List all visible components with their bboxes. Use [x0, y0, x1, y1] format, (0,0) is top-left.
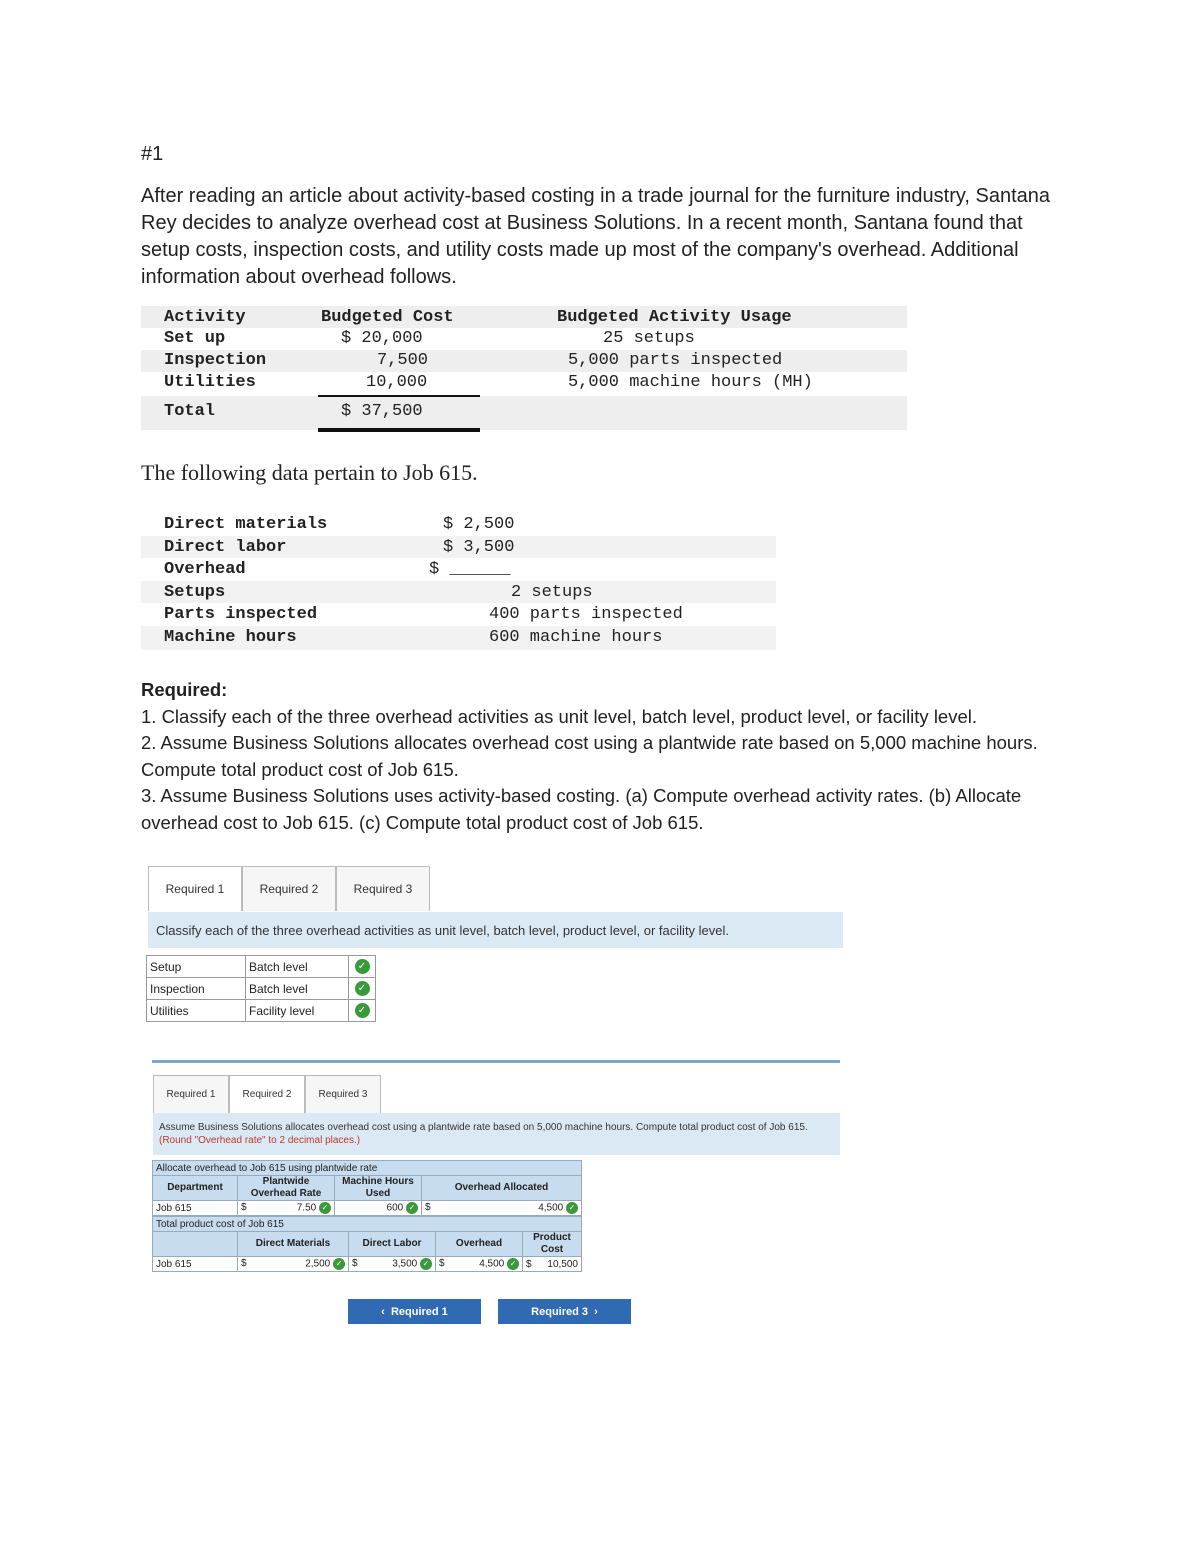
required-item: 3. Assume Business Solutions uses activity-based costing. (a) Compute overhead activity rates. (b) Allocate overhead cost to Job 615. (c) Compute total product cost of Job 615. [141, 785, 1022, 833]
currency: $ [526, 1258, 532, 1270]
row-activity: Inspection [164, 351, 267, 370]
tab-required-1[interactable]: Required 1 [148, 866, 242, 911]
check-icon: ✓ [420, 1258, 432, 1270]
question-number: #1 [141, 143, 164, 165]
total-cost-table [152, 1216, 582, 1272]
status-cell [349, 956, 376, 978]
job-value: 600 machine hours [489, 628, 663, 647]
check-icon: ✓ [566, 1202, 578, 1214]
header-usage: Budgeted Activity Usage [557, 308, 792, 327]
row-cost: 7,500 [377, 351, 429, 370]
dm-value: 2,500 [305, 1258, 331, 1270]
total-cost: $ 37,500 [341, 402, 423, 421]
dl-input[interactable] [349, 1257, 436, 1272]
table-row [153, 1201, 582, 1216]
table-row [147, 956, 376, 978]
tab-required-3[interactable]: Required 3 [336, 866, 430, 911]
job-value: $ 3,500 [443, 538, 515, 557]
classification-table [146, 955, 376, 1022]
job-value: 2 setups [511, 583, 593, 602]
table-row [153, 1257, 582, 1272]
check-icon: ✓ [355, 959, 370, 974]
job-label: Parts inspected [164, 605, 318, 624]
total-title: Total product cost of Job 615 [153, 1217, 582, 1232]
col-header: Direct Materials [238, 1232, 349, 1257]
dl-value: 3,500 [392, 1258, 418, 1270]
check-icon: ✓ [319, 1202, 331, 1214]
header-cost: Budgeted Cost [321, 308, 454, 327]
hours-input[interactable] [335, 1201, 422, 1216]
row-usage: 5,000 parts inspected [568, 351, 783, 370]
job-label: Machine hours [164, 628, 297, 647]
job-value: $ ______ [429, 560, 511, 579]
dm-input[interactable] [238, 1257, 349, 1272]
currency: $ [352, 1258, 358, 1269]
panel-top-border [152, 1060, 840, 1071]
job-label: Overhead [164, 560, 246, 579]
required-item: 2. Assume Business Solutions allocates overhead cost using a plantwide rate based on 5,000 machine hours. Compute total product cost of Job 615. [141, 732, 1038, 780]
row-cost: $ 20,000 [341, 329, 423, 348]
allocated-value: 4,500 [538, 1202, 564, 1214]
rate-value: 7.50 [296, 1202, 317, 1214]
job-value: $ 2,500 [443, 515, 515, 534]
activity-cell: Inspection [147, 978, 246, 1000]
next-button[interactable] [498, 1299, 631, 1324]
status-cell [349, 1000, 376, 1022]
job-label: Direct materials [164, 515, 328, 534]
required-item: 1. Classify each of the three overhead activities as unit level, batch level, product level, or facility level. [141, 705, 978, 727]
next-button-label: Required 3 [531, 1305, 589, 1318]
dept-cell: Job 615 [153, 1257, 238, 1272]
job-value: 400 parts inspected [489, 605, 683, 624]
activity-cell: Utilities [147, 1000, 246, 1022]
tab-required-1[interactable]: Required 1 [153, 1075, 229, 1113]
job-label: Setups [164, 583, 226, 602]
level-select[interactable]: Facility level [246, 1000, 349, 1022]
check-icon: ✓ [355, 981, 370, 996]
currency: $ [439, 1258, 445, 1269]
tab-required-2[interactable]: Required 2 [229, 1075, 305, 1113]
tab-required-2[interactable]: Required 2 [242, 866, 336, 911]
job-label: Direct labor [164, 538, 287, 557]
plantwide-calc [152, 1160, 582, 1272]
currency: $ [425, 1202, 431, 1213]
check-icon: ✓ [507, 1258, 519, 1270]
col-header: Department [153, 1176, 238, 1201]
table-row [147, 1000, 376, 1022]
check-icon: ✓ [355, 1003, 370, 1018]
row-activity: Set up [164, 329, 226, 348]
required-title: Required: [141, 679, 228, 700]
required-section [141, 677, 1061, 836]
pc-cell [523, 1257, 582, 1272]
level-select[interactable]: Batch level [246, 956, 349, 978]
col-header: Direct Labor [349, 1232, 436, 1257]
col-header: Overhead [436, 1232, 523, 1257]
instruction-note: (Round "Overhead rate" to 2 decimal places.) [159, 1135, 361, 1146]
subtotal-rule [318, 395, 480, 397]
rate-input[interactable] [238, 1201, 335, 1216]
pc-value: 10,500 [547, 1258, 578, 1270]
activity-table [141, 306, 907, 430]
oh-input[interactable] [436, 1257, 523, 1272]
col-header: Product Cost [523, 1232, 582, 1257]
hours-value: 600 [386, 1202, 404, 1214]
status-cell [349, 978, 376, 1000]
dept-cell: Job 615 [153, 1201, 238, 1216]
prev-button-label: Required 1 [390, 1305, 448, 1318]
currency: $ [241, 1258, 247, 1269]
total-double-rule [318, 428, 480, 432]
currency: $ [241, 1202, 247, 1213]
job-table [141, 513, 776, 650]
total-label: Total [164, 402, 216, 421]
level-select[interactable]: Batch level [246, 978, 349, 1000]
check-icon: ✓ [406, 1202, 418, 1214]
table-row [147, 978, 376, 1000]
row-activity: Utilities [164, 373, 256, 392]
allocated-input[interactable] [422, 1201, 582, 1216]
row-cost: 10,000 [366, 373, 428, 392]
tab-required-3[interactable]: Required 3 [305, 1075, 381, 1113]
header-activity: Activity [164, 308, 246, 327]
allocate-table [152, 1160, 582, 1216]
allocate-title: Allocate overhead to Job 615 using plantwide rate [153, 1161, 582, 1176]
instruction-panel: Classify each of the three overhead activities as unit level, batch level, product level, or facility level. [148, 912, 843, 948]
chevron-left-icon: ‹ [381, 1305, 391, 1318]
row-usage: 25 setups [603, 329, 695, 348]
chevron-right-icon: › [588, 1305, 598, 1318]
row-usage: 5,000 machine hours (MH) [568, 373, 813, 392]
instruction-text: Assume Business Solutions allocates overhead cost using a plantwide rate based on 5,000 machine hours. Compute total product cost of Job 615. [159, 1122, 808, 1133]
col-header: Machine Hours Used [335, 1176, 422, 1201]
col-header: Overhead Allocated [422, 1176, 582, 1201]
intro-paragraph: After reading an article about activity-based costing in a trade journal for the furniture industry, Santana Rey decides to analyze overhead cost at Business Solutions. In a recent month, Santana found that setup costs, inspection costs, and utility costs made up most of the company's overhead. Additional information about overhead follows. [141, 185, 1051, 288]
job-intro: The following data pertain to Job 615. [141, 460, 478, 485]
oh-value: 4,500 [479, 1258, 505, 1270]
activity-cell: Setup [147, 956, 246, 978]
col-header: Plantwide Overhead Rate [238, 1176, 335, 1201]
instruction-panel [153, 1113, 840, 1155]
prev-button[interactable] [348, 1299, 481, 1324]
check-icon: ✓ [333, 1258, 345, 1270]
